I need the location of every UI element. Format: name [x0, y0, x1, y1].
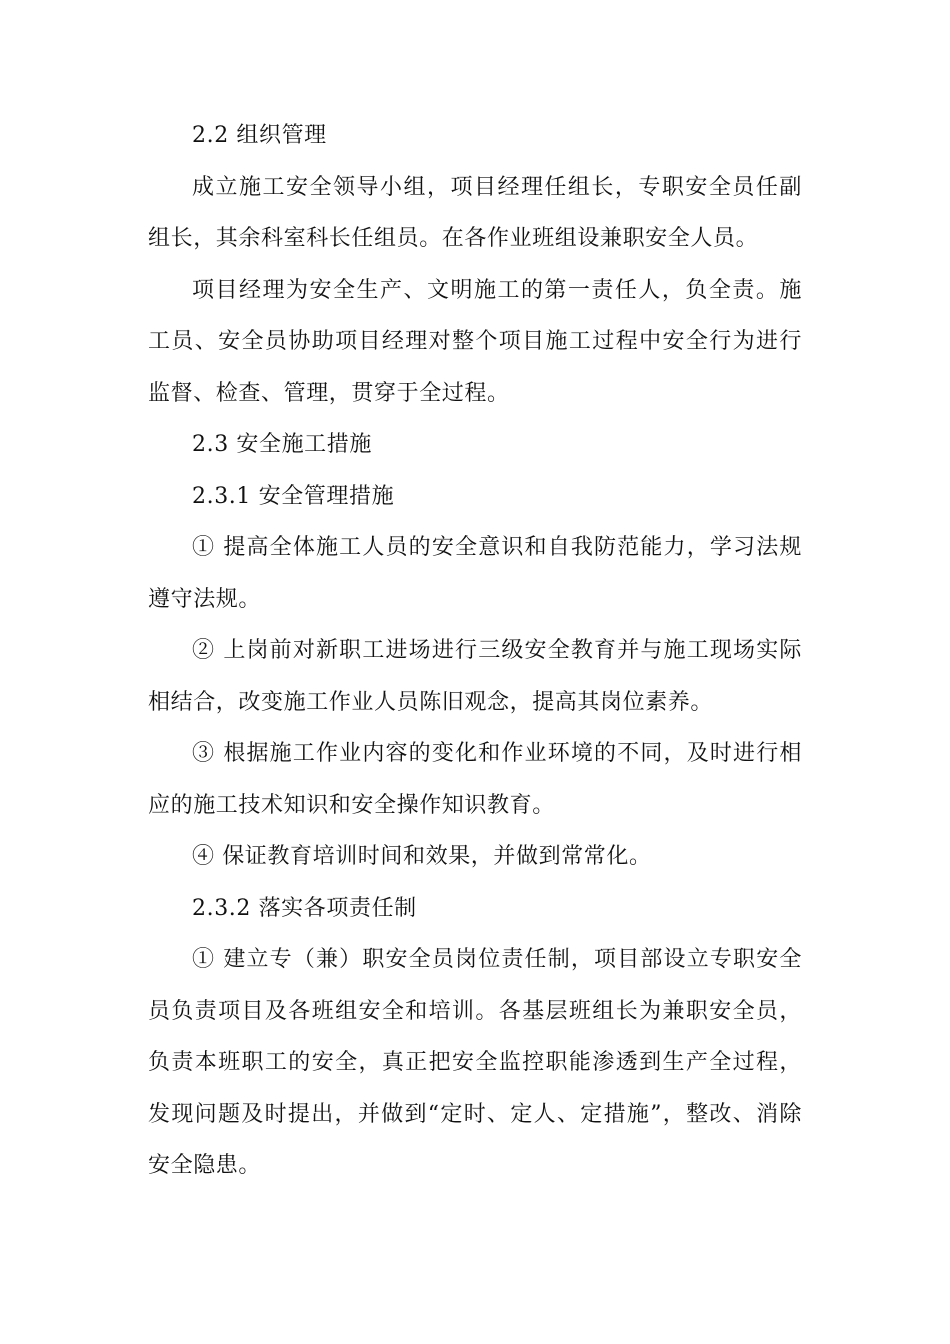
list-item-1-awareness: ① 提高全体施工人员的安全意识和自我防范能力，学习法规遵守法规。	[148, 535, 802, 612]
list-item-3-knowledge-education: ③ 根据施工作业内容的变化和作业环境的不同，及时进行相应的施工技术知识和安全操作知识教育。	[148, 741, 802, 818]
list-item-1-safety-officer-responsibility: ① 建立专（兼）职安全员岗位责任制，项目部设立专职安全员负责项目及各班组安全和培训。各基层班组长为兼职安全员，负责本班职工的安全，真正把安全监控职能渗透到生产全过程，发现问题及时提出，并做到“定时、定人、定措施”，整改、消除安全隐患。	[148, 947, 802, 1178]
section-heading-2-2: 2.2 组织管理	[192, 123, 327, 148]
list-item-4-training-regularization: ④ 保证教育培训时间和效果，并做到常常化。	[192, 844, 652, 869]
paragraph-safety-leadership-group: 成立施工安全领导小组，项目经理任组长，专职安全员任副组长，其余科室科长任组员。在各作业班组设兼职安全人员。	[148, 174, 802, 251]
paragraph-project-manager-responsibility: 项目经理为安全生产、文明施工的第一责任人，负全责。施工员、安全员协助项目经理对整个项目施工过程中安全行为进行监督、检查、管理，贯穿于全过程。	[148, 277, 802, 406]
subsection-heading-2-3-2: 2.3.2 落实各项责任制	[192, 895, 417, 921]
document-body	[148, 110, 802, 1192]
list-item-2-pre-job-education: ② 上岗前对新职工进场进行三级安全教育并与施工现场实际相结合，改变施工作业人员陈旧观念，提高其岗位素养。	[148, 638, 802, 715]
subsection-heading-2-3-1: 2.3.1 安全管理措施	[192, 483, 395, 509]
section-heading-2-3: 2.3 安全施工措施	[192, 432, 372, 457]
